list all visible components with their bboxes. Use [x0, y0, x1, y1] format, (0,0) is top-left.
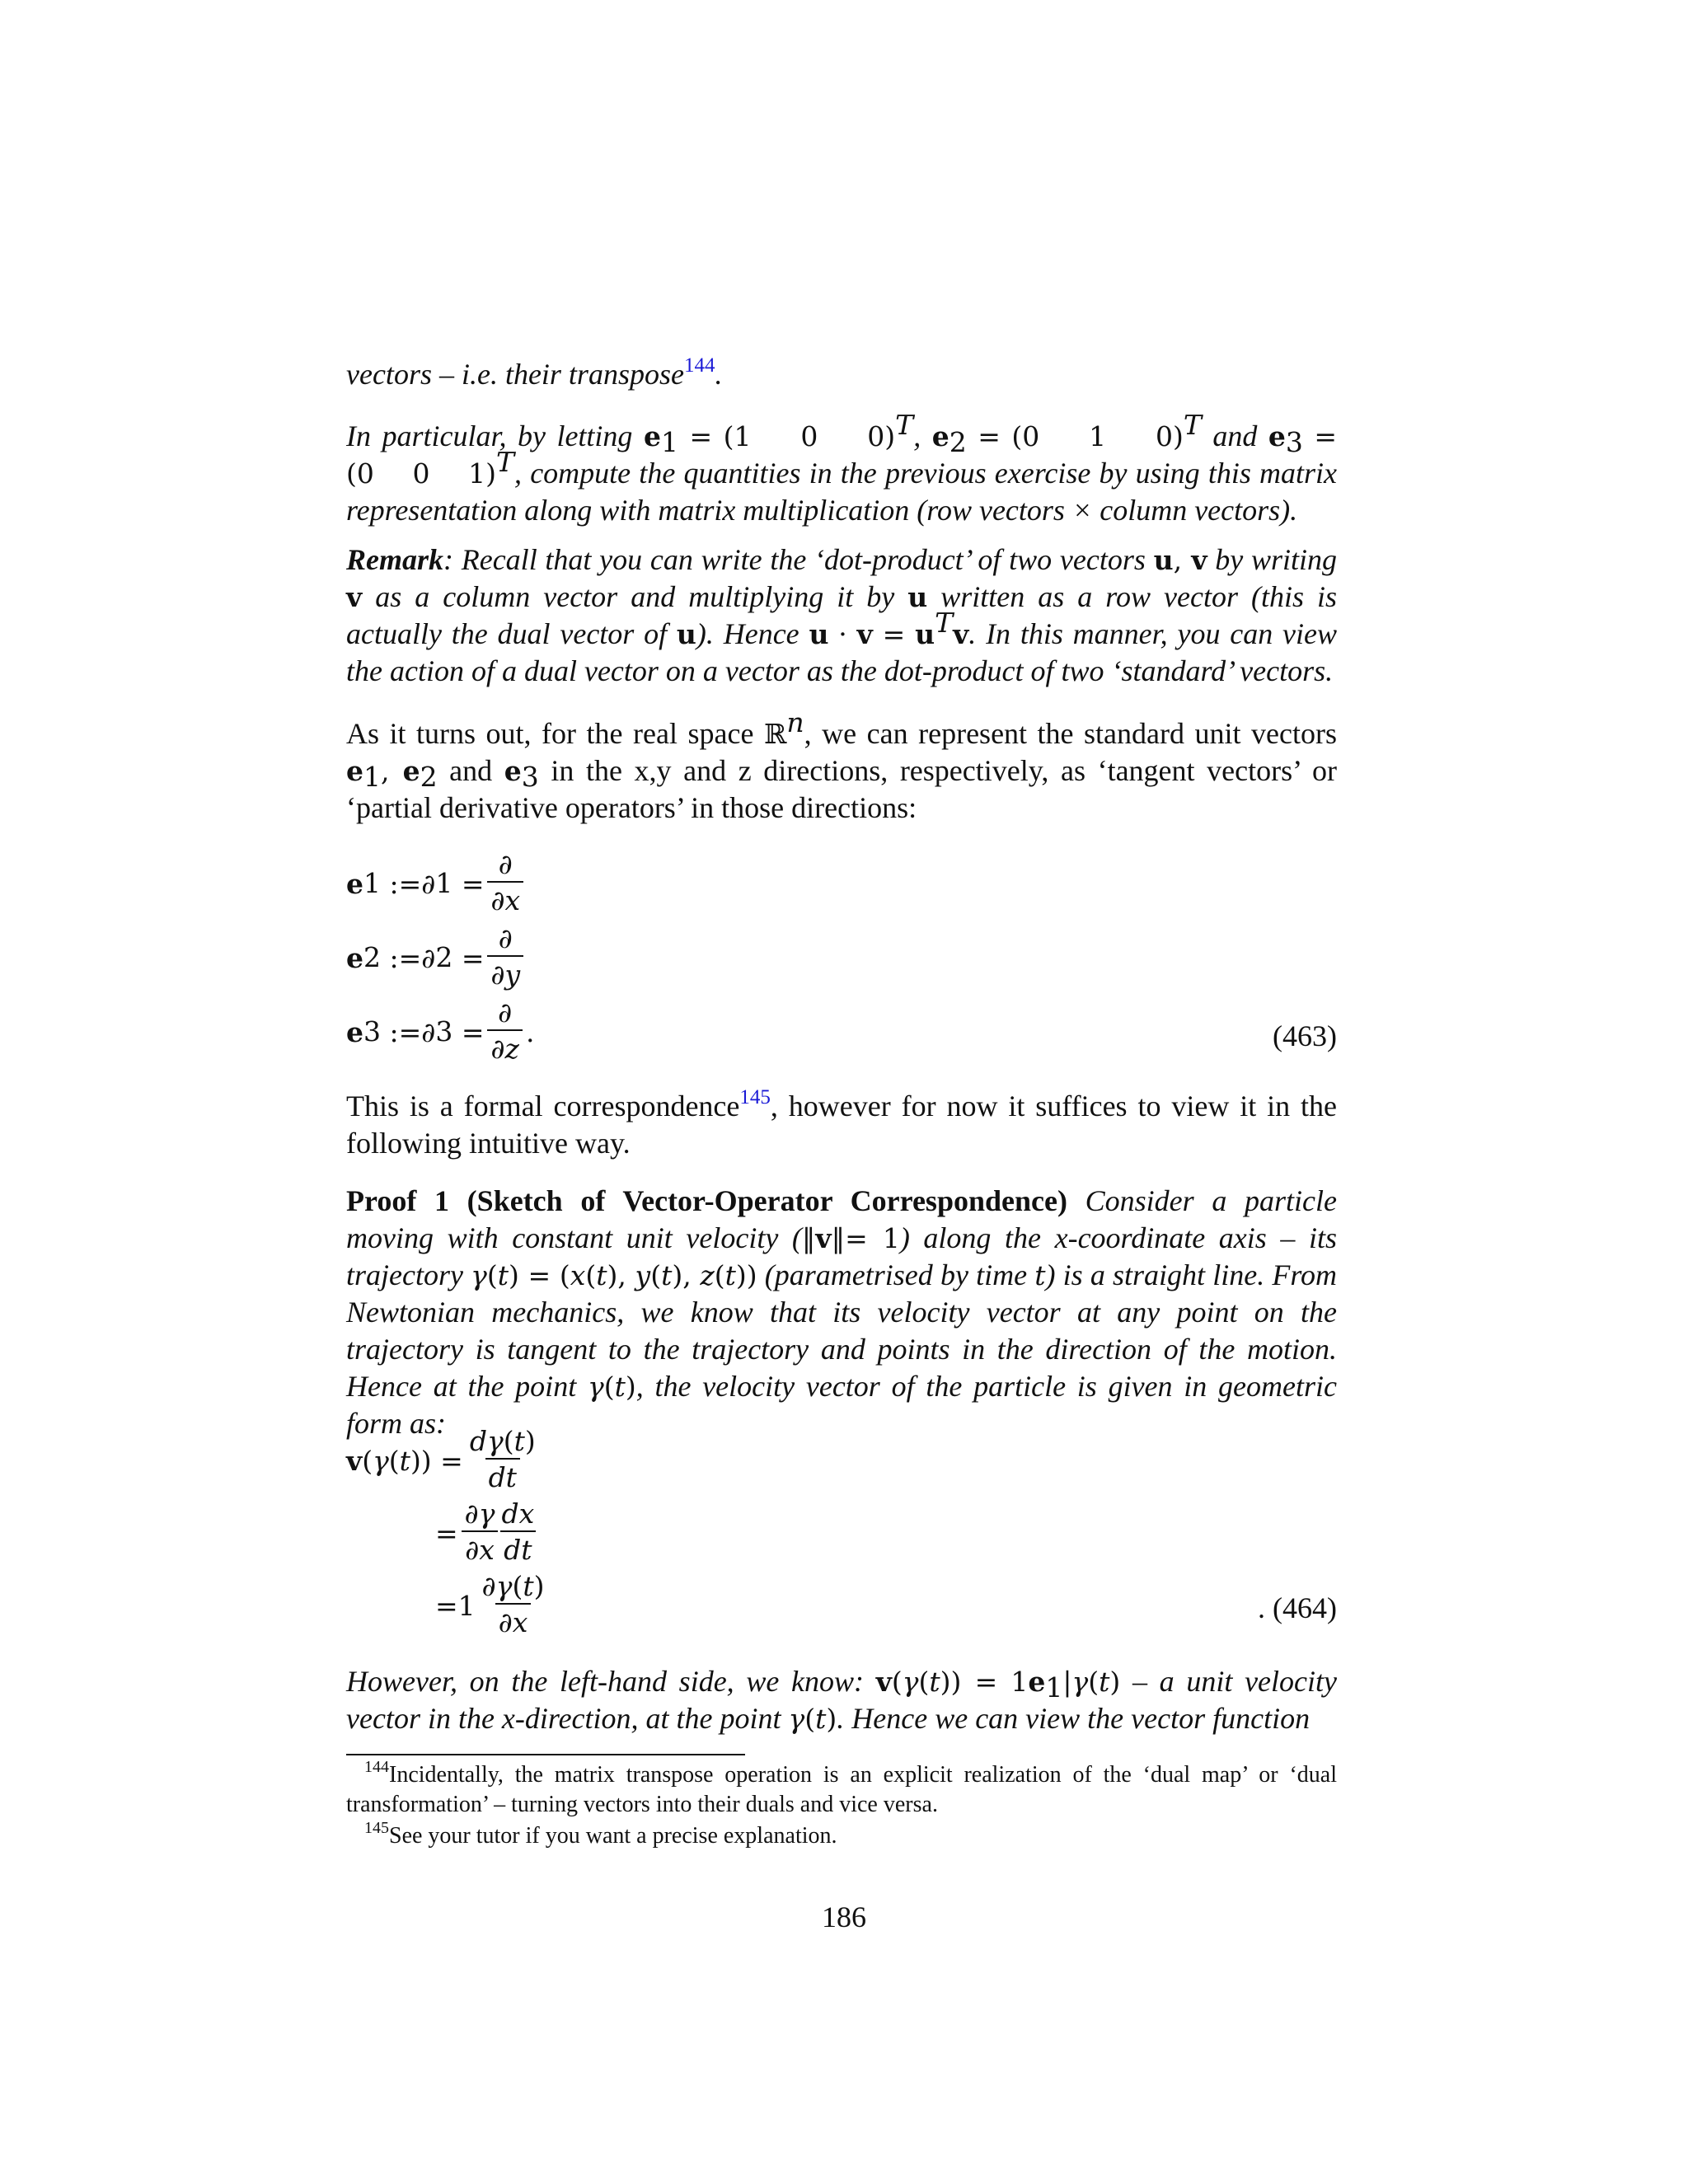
remark-label: Remark [346, 543, 444, 576]
paragraph-correspondence [346, 1088, 1337, 1162]
remark-text-6: . In this manner, you can view the action of a dual vector on a vector as the dot-product of two ‘standard’ vectors. [346, 617, 1338, 687]
para1-text-rest: compute the quantities in the previous exercise by using this matrix representation along with matrix multiplication (row vectors × column vectors). [346, 457, 1337, 527]
eq464-row-1: v ( γ ( t )) = $\frac{d\gamma(t)}{dt}$ [346, 1424, 542, 1497]
paragraph-basis-vectors: In particular, by letting $e_1 = (1$ 0 0)$^T$, $e_2 = (0$ 1 0)$^T$ and $e_3 = (0$ 0 1)$^T$, compute the quantities in the previous exercise by using this matrix representation along with matrix multiplication (row vectors × column vectors). [346, 409, 1338, 527]
para2-text-2: , we can represent the standard unit vectors [804, 717, 1337, 750]
eq464-row-2: = $\frac{\partial\gamma}{\partial x}$ $\frac{dx}{dt}$ [435, 1497, 541, 1569]
para2-text-1: As it turns out, for the real space [346, 717, 764, 750]
footnote-ref-144[interactable]: 144 [683, 354, 715, 377]
para3-text-1: This is a formal correspondence [346, 1090, 740, 1122]
remark-text-3: as a column vector and multiplying it by [362, 580, 908, 613]
paragraph-real-space: As it turns out, for the real space ℝ$^n$, we can represent the standard unit vectors $e_1$, $e_2$ and $e_3$ in the x,y and z directions, respectively, as ‘tangent vectors’ or ‘partial derivative operators’ in those directions: [346, 706, 1337, 824]
equation-number-463: (463) [1273, 1019, 1337, 1052]
footnote-144 [346, 1760, 1337, 1820]
footnote-rule [346, 1754, 745, 1755]
top-line-end: . [715, 358, 723, 391]
proof-text-1: Consider a particle moving with constant unit velocity ( [346, 1184, 1337, 1254]
remark-text-5: ). Hence [696, 617, 809, 650]
eq463-row-1: e 1 :=∂ 1 = $\frac{\partial}{\partial x}$ [346, 847, 527, 920]
footnote-144-text: Incidentally, the matrix transpose operation is an explicit realization of the ‘dual map’ or ‘dual transformation’ – turning vectors into their duals and vice versa. [346, 1762, 1337, 1817]
eq463-row-2: e 2 :=∂ 2 = $\frac{\partial}{\partial y}$ [346, 921, 527, 994]
para3-text-2: , however for now it suffices to view it in the following intuitive way. [346, 1090, 1337, 1160]
remark-text-4: written as a row vector (this is actually the dual vector of [346, 580, 1337, 650]
footnote-ref-145[interactable]: 145 [739, 1086, 771, 1108]
footnote-144-number: 144 [364, 1758, 389, 1776]
footnote-145 [346, 1821, 1337, 1851]
remark-text-1: : Recall that you can write the ‘dot-product’ of two vectors [443, 543, 1154, 576]
paragraph-left-hand-side: However, on the left-hand side, we know: $v(\gamma(t)) = 1e_1|\gamma(t) - a$ unit velocity vector in the x-direction, at the point γ(t). Hence we can view the vector function [346, 1665, 1337, 1735]
eq464-row-3: =1 $\frac{\partial\gamma(t)}{\partial x}$ [435, 1569, 551, 1642]
proof-text-5: , the velocity vector of the particle is given in geometric form as: [346, 1370, 1337, 1440]
e3-value: (0 0 1) [346, 457, 496, 490]
para4-text-3: . Hence we can view the vector function [837, 1702, 1311, 1735]
para2-text-4: in the x,y and z directions, respectively, as ‘tangent vectors’ or ‘partial derivative operators’ in those directions: [346, 754, 1337, 824]
page-number: 186 [822, 1900, 866, 1933]
e1-value: (1 0 0) [723, 420, 896, 452]
proof-paragraph: Proof 1 (Sketch of Vector-Operator Correspondence) Consider a particle moving with constant unit velocity (‖v‖= 1) along the x-coordinate axis – its trajectory γ(t) = (x(t), y(t), z(t)) (parametrised by time t) is a straight line. From Newtonian mechanics, we know that its velocity vector at any point on the trajectory is tangent to the trajectory and points in the direction of the motion. Hence at the point γ(t), the velocity vector of the particle is given in geometric form as: [346, 1184, 1338, 1440]
footnote-145-number: 145 [364, 1819, 389, 1837]
footnote-145-text: See your tutor if you want a precise explanation. [389, 1823, 837, 1849]
para4-text-2: – a unit velocity vector in the x-direction, at the point [346, 1665, 1337, 1735]
para4-text-1: However, on the left-hand side, we know: [346, 1665, 876, 1698]
proof-text-4: ) is a straight line. From Newtonian mechanics, we know that its velocity vector at any point on the trajectory is tangent to the trajectory and points in the direction of the motion. Hence at the point [346, 1258, 1338, 1403]
equation-number-464: . (464) [1258, 1591, 1337, 1624]
equation-463 [346, 847, 1337, 1078]
remark-paragraph: Remark: Recall that you can write the ‘dot-product’ of two vectors u, v by writing v as a column vector and multiplying it by u written as a row vector (this is actually the dual vector of u). Hence $u \cdot v = u^Tv$. In this manner, you can view the action of a dual vector on a vector as the dot-product of two ‘standard’ vectors. [346, 543, 1338, 687]
para2-text-3: and [437, 754, 504, 787]
top-line [346, 356, 1337, 393]
para1-text-1: In particular, by letting [346, 419, 644, 452]
eq463-row-3: e 3 :=∂ 3 = $\frac{\partial}{\partial z}$ . [346, 996, 534, 1068]
proof-label: Proof 1 (Sketch of Vector-Operator Correspondence) [346, 1184, 1067, 1217]
proof-text-2: ) along the x-coordinate axis – its trajectory [346, 1221, 1338, 1291]
remark-text-2: by writing [1207, 543, 1337, 576]
para1-and: and [1201, 419, 1268, 452]
proof-text-3: (parametrised by time [757, 1258, 1035, 1291]
top-line-text: vectors – i.e. their transpose [346, 358, 684, 391]
e2-value: (0 1 0) [1011, 420, 1184, 452]
equation-464 [346, 1424, 1337, 1647]
